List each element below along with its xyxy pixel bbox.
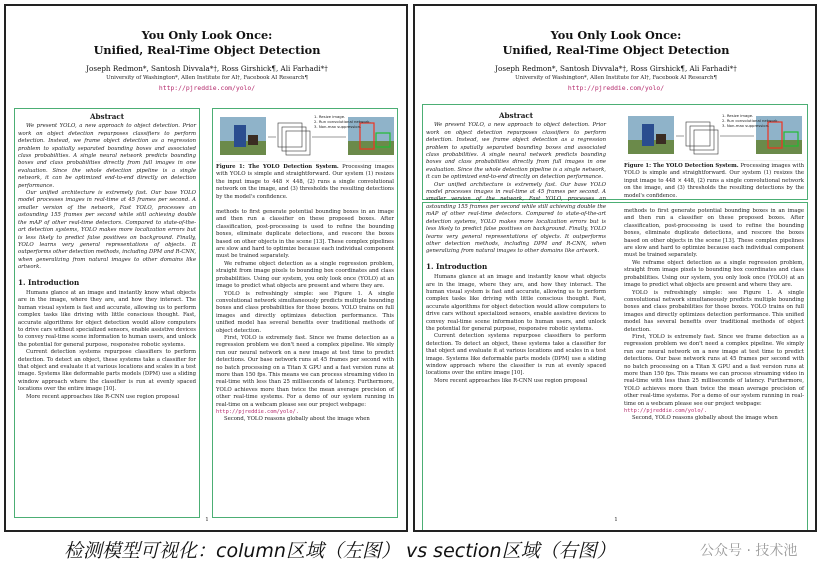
title-line-2: Unified, Real-Time Object Detection (502, 43, 730, 57)
column-region-right (212, 108, 398, 518)
figure-caption-main: 检测模型可视化：column区域（左图） vs section区域（右图） (64, 540, 616, 562)
two-column-body (12, 108, 402, 518)
step-1: 1. Resize image. (314, 114, 346, 119)
paper-url[interactable]: http://pjreddie.com/yolo/ (567, 84, 665, 92)
col2-p4: First, YOLO is extremely fast. Since we frame detection as a regression problem we don't need a complex pipeline. We simply run our neural network on a new image at test time to predict detections. Our base network runs at 45 frames per second with no batch processing on a Titan X GPU and a fast version runs at more than 150 fps. This means we can process streaming video in real-time with less than 25 milliseconds of latency. Furthermore, YOLO achieves more than twice the mean average precision of other real-time systems. For a demo of our system running in real-time on a webcam please see our project webpage: (216, 334, 394, 408)
paper-page (12, 16, 402, 526)
intro-text (426, 274, 606, 385)
column-region-left (14, 108, 200, 518)
col2-p2: We reframe object detection as a single regression problem, straight from image pixels to bounding box coordinates and class probabilities. Using our system, you only look once (YOLO) at an image to predict what objects are present and where they are. (624, 259, 804, 289)
figure-caption-text: Processing images with YOLO is simple and straightforward. Our system (1) resizes the input image to 448 × 448, (2) runs a single convolutional network on the image, and (3) thresholds the resulting detections by the model's confidence. (624, 163, 805, 199)
figure-1 (624, 110, 804, 161)
col2-p3: YOLO is refreshingly simple: see Figure 1. A single convolutional network simultaneously predicts multiple bounding boxes and class probabilities for those boxes. YOLO trains on full images and directly optimizes detection performance. This unified model has several benefits over traditional methods of object detection. (624, 289, 804, 333)
figure-caption (624, 163, 804, 200)
step-3: 3. Non-max suppression. (314, 124, 362, 129)
figure-caption-bold: Figure 1: The YOLO Detection System. (624, 163, 739, 169)
intro-p3: More recent approaches like R-CNN use region proposal (26, 393, 180, 400)
paper-title (12, 28, 402, 58)
paper-affiliation: University of Washington*, Allen Institute for AI†, Facebook AI Research¶ (106, 75, 308, 81)
abstract-p1: We present YOLO, a new approach to object detection. Prior work on object detection repurposes classifiers to perform detection. Instead, we frame object detection as a regression problem to spatially separated bounding boxes and associated class probabilities. A single neural network predicts bounding boxes and class probabilities directly from full images in one evaluation. Since the whole detection pipeline is a single network, it can be optimized end-to-end directly on detection performance. (18, 123, 196, 189)
intro-heading: 1. Introduction (426, 261, 488, 271)
paper-authors: Joseph Redmon*, Santosh Divvala*†, Ross Girshick¶, Ali Farhadi*† (86, 64, 328, 73)
abstract-heading: Abstract (89, 112, 125, 121)
intro-p3: More recent approaches like R-CNN use region proposal (434, 377, 588, 384)
abstract-heading: Abstract (498, 111, 534, 120)
abstract-p2: Our unified architecture is extremely fast. Our base YOLO model processes images in real-time at 45 frames per second. A smaller version of the network, Fast YOLO, processes an astounding 155 frames per second while still achieving double the mAP of other real-time detectors. Compared to state-of-the-art detection systems, YOLO makes more localization errors but is less likely to predict false positives on background. Finally, YOLO learns very general representations of objects. It outperforms other detection methods, including DPM and R-CNN, when generalizing from natural images to other domains like artwork. (18, 190, 196, 271)
col2-p3: YOLO is refreshingly simple: see Figure 1. A single convolutional network simultaneously predicts multiple bounding boxes and class probabilities for those boxes. YOLO trains on full images and directly optimizes detection performance. This unified model has several benefits over traditional methods of object detection. (216, 290, 394, 334)
col2-text (624, 208, 804, 423)
right-panel-section-view (413, 4, 817, 532)
figure-steps (722, 113, 779, 128)
abstract-p2: Our unified architecture is extremely fast. Our base YOLO model processes images in real-time at 45 frames per second. A smaller version of the network, Fast YOLO, processes an astounding 155 frames per second while still achieving double the mAP of other real-time detectors. Compared to state-of-the-art detection systems, YOLO makes more localization errors but is less likely to predict false positives on background. Finally, YOLO learns very general representations of objects. It outperforms other detection methods, including DPM and R-CNN, when generalizing from natural images to other domains like artwork. (426, 181, 606, 255)
col2-p4: First, YOLO is extremely fast. Since we frame detection as a regression problem we don't need a complex pipeline. We simply run our neural network on a new image at test time to predict detections. Our base network runs at 45 frames per second with no batch processing on a Titan X GPU and a fast version runs at more than 150 fps. This means we can process streaming video in real-time with less than 25 milliseconds of latency. Furthermore, YOLO achieves more than twice the mean average precision of other real-time systems. For a demo of our system running in real-time on a webcam please see our project webpage: (624, 333, 804, 407)
col2-p2: We reframe object detection as a single regression problem, straight from image pixels to bounding box coordinates and class probabilities. Using our system, you only look once (YOLO) at an image to predict what objects are present and where they are. (216, 260, 394, 290)
paper-authors: Joseph Redmon*, Santosh Divvala*†, Ross Girshick¶, Ali Farhadi*† (495, 64, 737, 73)
paper-url[interactable]: http://pjreddie.com/yolo/ (158, 84, 256, 92)
abstract-text (18, 123, 196, 271)
intro-p2: Current detection systems repurpose classifiers to perform detection. To detect an object, these systems take a classifier for that object and evaluate it at various locations and scales in a test image. Systems like deformable parts models (DPM) use a sliding window approach where the classifier is run at evenly spaced locations over the entire image [10]. (426, 333, 606, 377)
col2-p1: methods to first generate potential bounding boxes in an image and then run a classifier on these proposed boxes. After classification, post-processing is used to refine the bounding boxes, eliminate duplicate detections, and rescore the boxes based on other objects in the scene [13]. These complex pipelines are slow and hard to optimize because each individual component must be trained separately. (216, 209, 394, 260)
figure-1 (216, 111, 394, 162)
figure-caption (216, 164, 394, 201)
intro-p1: Humans glance at an image and instantly know what objects are in the image, where they are, and how they interact. The human visual system is fast and accurate, allowing us to perform complex tasks like driving with little conscious thought. Fast, accurate algorithms for object detection would allow computers to drive cars without specialized sensors, enable assistive devices to convey real-time scene information to human users, and unlock the potential for general purpose, responsive robotic systems. (18, 289, 196, 348)
figure-caption-text: Processing images with YOLO is simple and straightforward. Our system (1) resizes the input image to 448 × 448, (2) runs a single convolutional network on the image, and (3) thresholds the resulting detections by the model's confidence. (216, 164, 394, 200)
paper-affiliation: University of Washington*, Allen Institute for AI†, Facebook AI Research¶ (515, 75, 717, 81)
abstract-p1: We present YOLO, a new approach to object detection. Prior work on object detection repurposes classifiers to perform detection. Instead, we frame object detection as a regression problem to spatially separated bounding boxes and associated class probabilities. A single neural network predicts bounding boxes and class probabilities directly from full images in one evaluation. Since the whole detection pipeline is a single network, it can be optimized end-to-end directly on detection performance. (426, 122, 606, 181)
col2-p1: methods to first generate potential bounding boxes in an image and then run a classifier on these proposed boxes. After classification, post-processing is used to refine the bounding boxes, eliminate duplicate detections, and rescore the boxes based on other objects in the scene [13]. These complex pipelines are slow and hard to optimize because each individual component must be trained separately. (624, 208, 804, 259)
page-number: 1 (614, 517, 618, 523)
intro-p2: Current detection systems repurpose classifiers to perform detection. To detect an object, these systems take a classifier for that object and evaluate it at various locations and scales in a test image. Systems like deformable parts models (DPM) use a sliding window approach where the classifier is run at evenly spaced locations over the entire image [10]. (18, 349, 196, 393)
title-line-2: Unified, Real-Time Object Detection (93, 43, 321, 57)
step-1: 1. Resize image. (722, 113, 754, 118)
step-2: 2. Run convolutional network. (314, 119, 371, 124)
left-column-text (423, 108, 609, 518)
col2-p5: Second, YOLO reasons globally about the image when (632, 415, 778, 422)
page-number: 1 (205, 517, 209, 523)
abstract-text (426, 122, 606, 255)
intro-heading: 1. Introduction (18, 277, 80, 287)
intro-text (18, 290, 196, 401)
col2-p5: Second, YOLO reasons globally about the image when (224, 416, 370, 423)
figure-steps (314, 114, 371, 129)
col2-url[interactable]: http://pjreddie.com/yolo/. (624, 408, 707, 414)
col2-url[interactable]: http://pjreddie.com/yolo/. (216, 409, 299, 415)
title-line-1: You Only Look Once: (141, 28, 273, 42)
figure-caption-bold: Figure 1: The YOLO Detection System. (216, 164, 339, 170)
step-3: 3. Non-max suppression. (722, 123, 770, 128)
right-column-text (621, 108, 807, 518)
paper-title (421, 28, 811, 58)
watermark: 公众号 · 技术池 (700, 543, 798, 559)
left-panel-column-view (4, 4, 408, 532)
step-2: 2. Run convolutional network. (722, 118, 779, 123)
intro-p1: Humans glance at an image and instantly know what objects are in the image, where they are, and how they interact. The human visual system is fast and accurate, allowing us to perform complex tasks like driving with little conscious thought. Fast, accurate algorithms for object detection would allow computers to drive cars without specialized sensors, enable assistive devices to convey real-time scene information to human users, and unlock the potential for general purpose, responsive robotic systems. (426, 274, 606, 332)
paper-page (421, 16, 811, 526)
two-column-body (421, 108, 811, 518)
col2-text (216, 209, 394, 424)
title-line-1: You Only Look Once: (550, 28, 682, 42)
